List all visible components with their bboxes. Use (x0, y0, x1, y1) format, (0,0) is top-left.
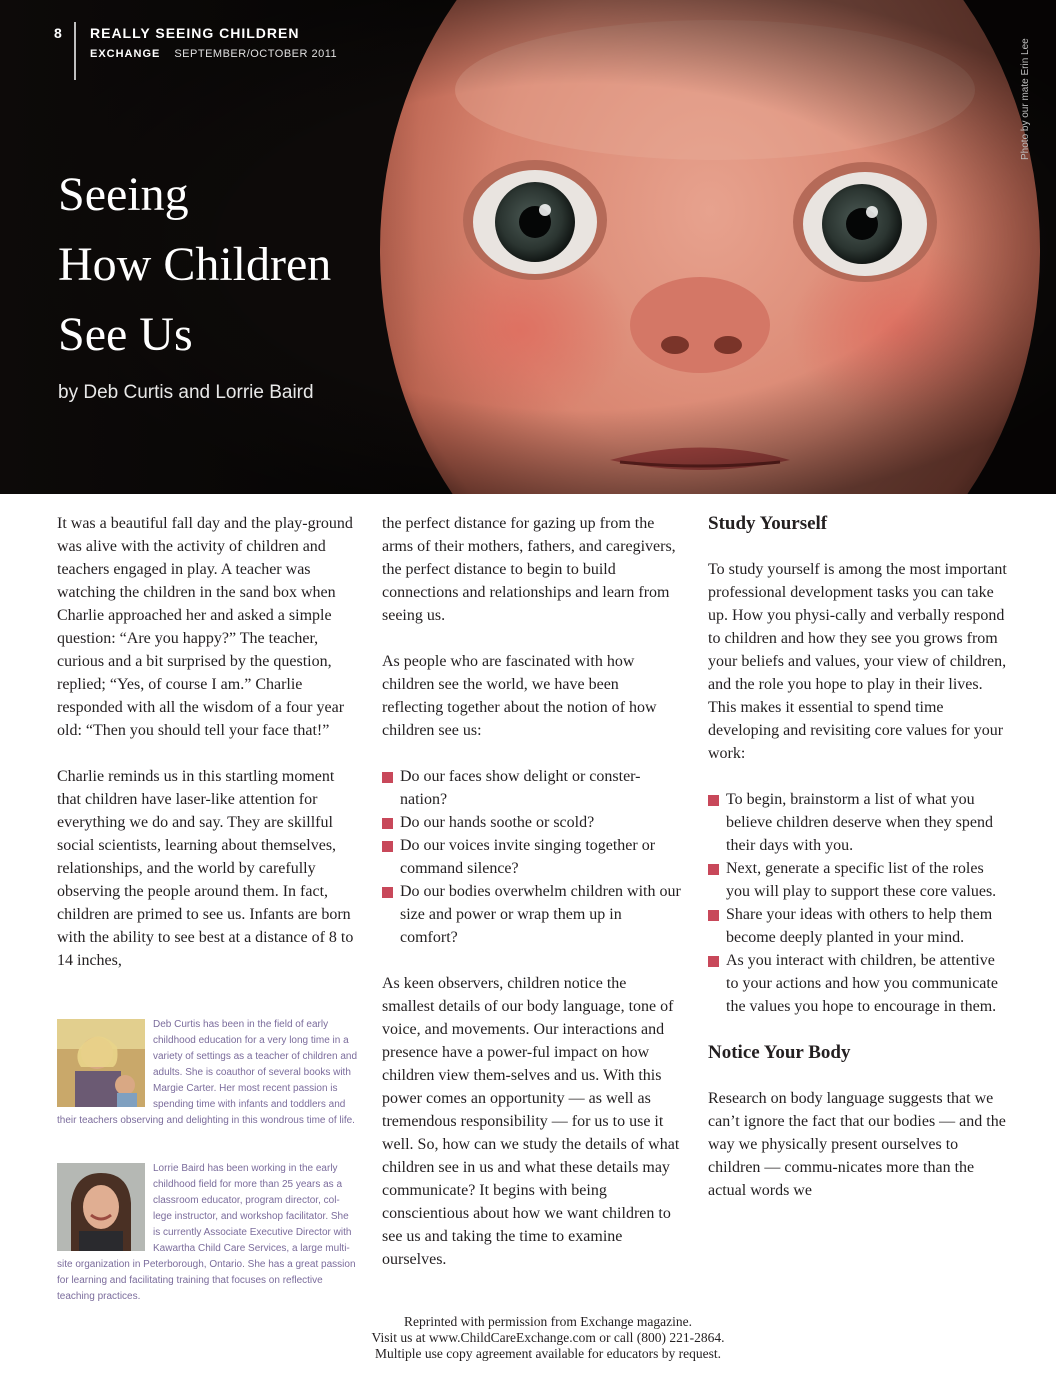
issue-line (90, 48, 337, 60)
header-divider (74, 22, 76, 80)
list-item: To begin, brainstorm a list of what you believe children deserve when they spend their days with you. (708, 788, 1008, 857)
title-line-1: Seeing (58, 168, 189, 221)
steps-list (708, 788, 1008, 1018)
page-number: 8 (54, 25, 62, 41)
title-line-3: See Us (58, 308, 193, 361)
magazine-name: EXCHANGE (90, 48, 161, 60)
bio-text: Lorrie Baird has been working in the early childhood field for more than 25 years as a classroom educator, program director, col-lege instructor, and workshop facilitator. She is currently Associate Executive Director with Kawartha Child Care Services, a large multi-site organization in Peterborough, Ontario. She has a great passion for learning and facilitating training that focuses on reflective teaching practices. (57, 1163, 356, 1302)
list-item: Do our hands soothe or scold? (382, 811, 682, 834)
list-item: Do our bodies overwhelm children with our size and power or wrap them up in comfort? (382, 880, 682, 949)
hero-photo (0, 0, 1056, 494)
lorrie-portrait-image (57, 1163, 145, 1251)
question-list (382, 765, 682, 949)
paragraph: As people who are fascinated with how children see the world, we have been reflecting together about the notion of how children see us: (382, 653, 657, 739)
photo-credit: Photo by our mate Erin Lee (1020, 38, 1031, 160)
paragraph: It was a beautiful fall day and the play-ground was alive with the activity of children and teachers engaged in play. A teacher was watching the children in the sand box when Charlie approached her and asked a simple question: “Are you happy?” The teacher, curious and a bit surprised by the question, replied; “Yes, of course I am.” Charlie responded with all the wisdom of a four year old: “Then you should tell your face that!” (57, 515, 353, 739)
article-title (58, 166, 331, 376)
footer-line-2: Visit us at www.ChildCareExchange.com or call (800) 221-2864. (371, 1330, 725, 1345)
byline: by Deb Curtis and Lorrie Baird (58, 382, 314, 403)
deb-portrait-image (57, 1019, 145, 1107)
author-bio-deb (57, 1017, 357, 1129)
author-photo-lorrie (57, 1163, 145, 1251)
issue-date: SEPTEMBER/OCTOBER 2011 (174, 48, 338, 60)
section-heading-notice-your-body: Notice Your Body (708, 1042, 851, 1063)
section-heading-study-yourself: Study Yourself (708, 513, 828, 534)
paragraph: Research on body language suggests that we can’t ignore the fact that our bodies — and the way we physically present ourselves to children — commu-nicates more than the actual words we (708, 1090, 1006, 1199)
author-photo-deb (57, 1019, 145, 1107)
bio-text: Deb Curtis has been in the field of early childhood education for a very long time in a variety of settings as a teacher of children and adults. She is coauthor of several books with Margie Carter. Her most recent passion is spending time with infants and toddlers and their teachers observing and delighting in this wondrous time of life. (57, 1019, 358, 1126)
column-1 (57, 512, 357, 995)
paragraph: the perfect distance for gazing up from the arms of their mothers, fathers, and caregivers, the perfect distance to begin to build connections and relationships and learn from seeing us. (382, 515, 676, 624)
footer-line-1: Reprinted with permission from Exchange magazine. (404, 1314, 692, 1329)
paragraph: As keen observers, children notice the smallest details of our body language, tone of voice, and movements. Our interactions and presence have a power-ful impact on how children view them-selves and us. With this power comes an opportunity — as well as tremendous responsibility — for us to use it well. So, how can we study the details of what children see in us and what these details may communicate? It begins with being conscientious about how we want children to see us and taking the time to examine ourselves. (382, 975, 680, 1268)
paragraph: Charlie reminds us in this startling moment that children have laser-like attention for everything we do and say. They are skillful social scientists, learning about themselves, relationships, and the world by carefully observing the people around them. In fact, children are primed to see us. Infants are born with the ability to see best at a distance of 8 to 14 inches, (57, 768, 354, 969)
list-item: Next, generate a specific list of the roles you will play to support these core values. (708, 857, 1008, 903)
column-3 (708, 512, 1008, 1225)
reprint-footer (0, 1314, 1056, 1362)
footer-line-3: Multiple use copy agreement available for educators by request. (375, 1346, 721, 1361)
column-2 (382, 512, 682, 1294)
title-line-2: How Children (58, 238, 332, 291)
list-item: Do our voices invite singing together or command silence? (382, 834, 682, 880)
list-item: As you interact with children, be attentive to your actions and how you communicate the values you hope to encourage in them. (708, 949, 1008, 1018)
list-item: Do our faces show delight or conster-nation? (382, 765, 682, 811)
list-item: Share your ideas with others to help them become deeply planted in your mind. (708, 903, 1008, 949)
author-bio-lorrie (57, 1161, 357, 1305)
section-title: REALLY SEEING CHILDREN (90, 25, 300, 41)
paragraph: To study yourself is among the most important professional development tasks you can take up. How you physi-cally and verbally respond to children and how they see you grows from your beliefs and values, your view of children, and the role you hope to play in their lives. This makes it essential to spend time developing and revisiting core values for your work: (708, 561, 1007, 762)
